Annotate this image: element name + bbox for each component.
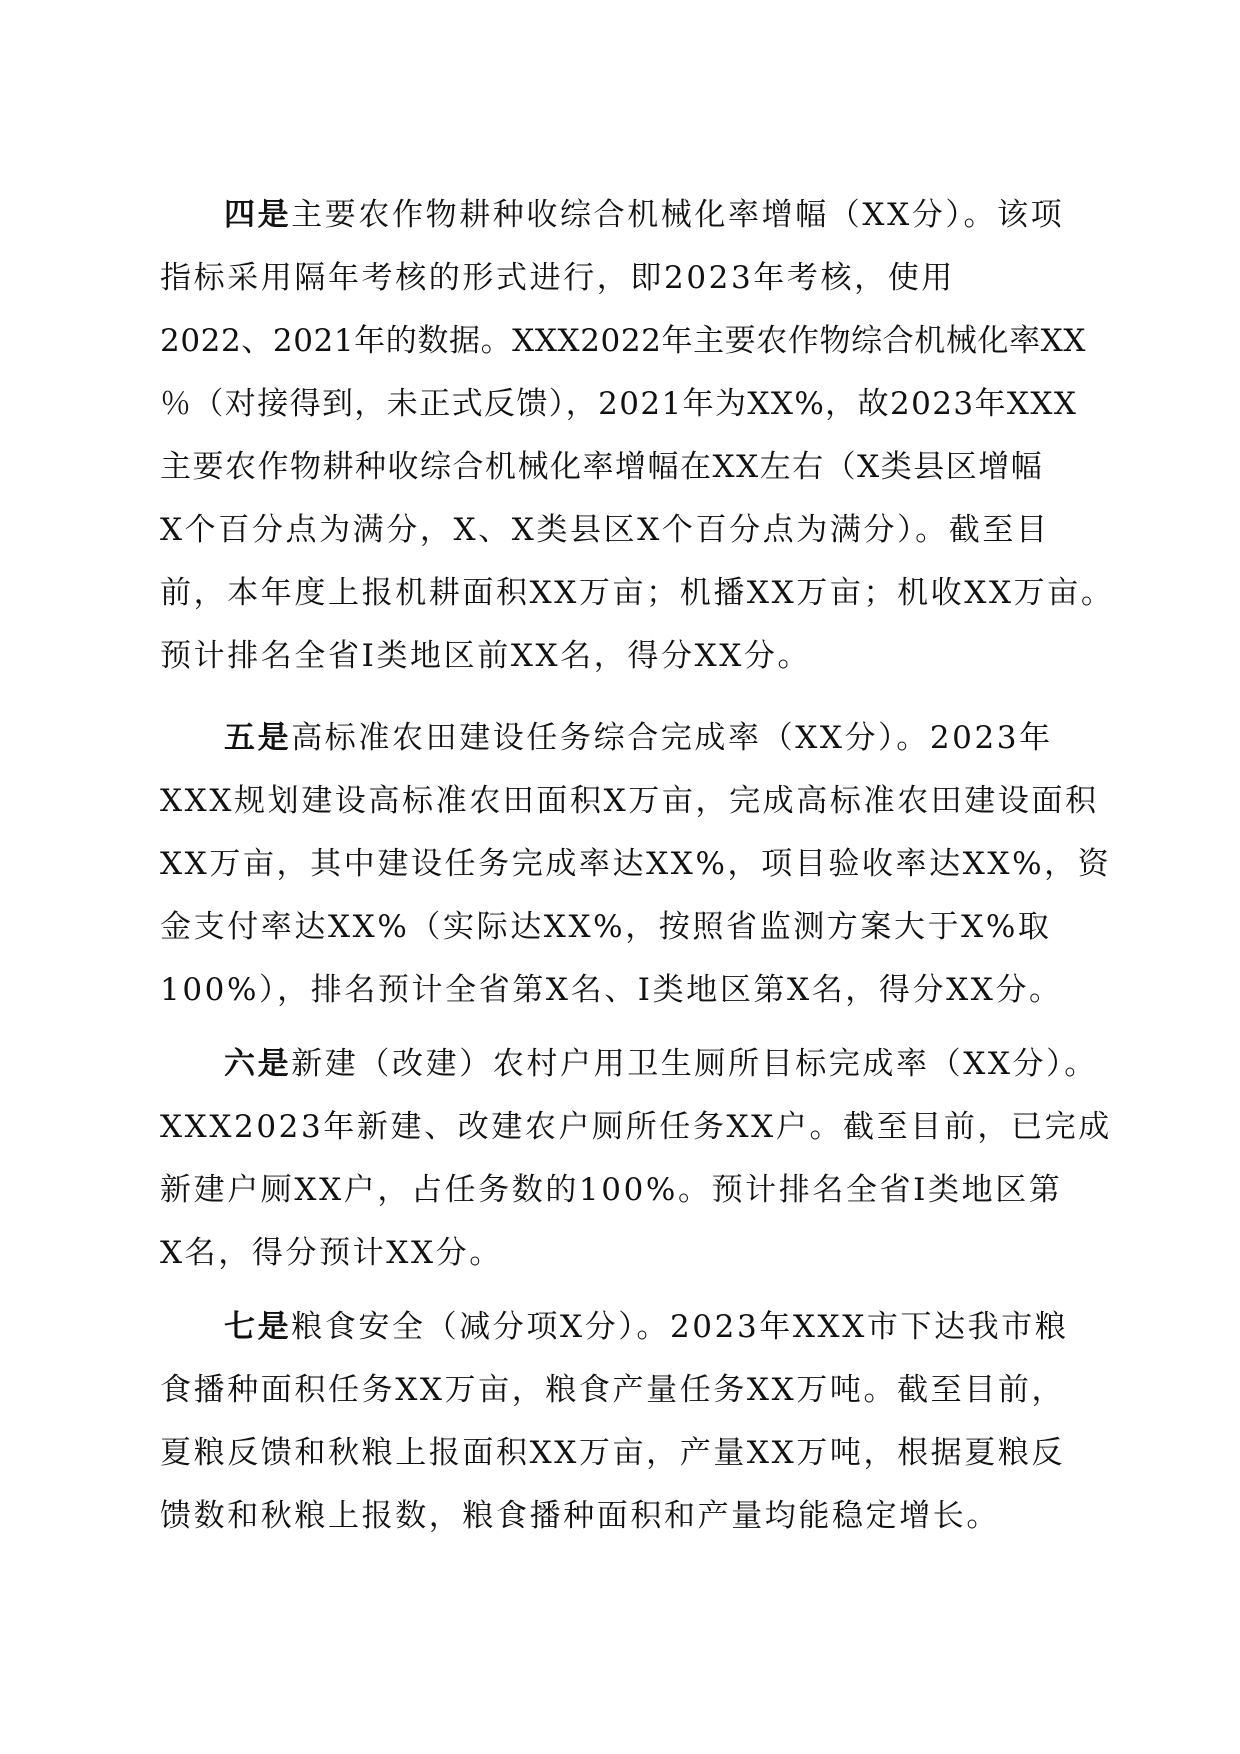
- paragraph-lead: 七是: [224, 1309, 292, 1345]
- paragraph-line: 夏粮反馈和秋粮上报面积XX万亩，产量XX万吨，根据夏粮反: [160, 1435, 1066, 1471]
- paragraph-lead: 四是: [224, 197, 292, 233]
- paragraph-line: XXX规划建设高标准农田面积X万亩，完成高标准农田建设面积: [160, 783, 1099, 819]
- paragraph-line: [224, 195, 1064, 235]
- paragraph-line: [224, 1044, 1098, 1084]
- paragraph-line: X名，得分预计XX分。: [160, 1235, 503, 1271]
- paragraph-lead: 六是: [224, 1046, 292, 1082]
- paragraph-line: 新建户厕XX户，占任务数的100%。预计排名全省Ⅰ类地区第: [160, 1172, 1063, 1208]
- paragraph-line: X个百分点为满分，X、X类县区X个百分点为满分）。截至目: [160, 512, 1050, 548]
- paragraph-text: 粮食安全（减分项X分）。2023年XXX市下达我市粮: [291, 1309, 1069, 1345]
- paragraph-line: 预计排名全省Ⅰ类地区前XX名，得分XX分。: [160, 638, 812, 674]
- paragraph-text: 新建（改建）农村户用卫生厕所目标完成率（XX分）。: [291, 1046, 1098, 1082]
- paragraph-text: 高标准农田建设任务综合完成率（XX分）。2023年: [291, 720, 1053, 756]
- paragraph-line: 食播种面积任务XX万亩，粮食产量任务XX万吨。截至目前，: [160, 1372, 1066, 1408]
- paragraph-line: [224, 1307, 1068, 1347]
- paragraph-line: 前，本年度上报机耕面积XX万亩；机播XX万亩；机收XX万亩。: [160, 575, 1115, 611]
- paragraph-line: XX万亩，其中建设任务完成率达XX%，项目验收率达XX%，资: [160, 846, 1112, 882]
- paragraph-line: 馈数和秋粮上报数，粮食播种面积和产量均能稳定增长。: [160, 1498, 1000, 1534]
- paragraph-line: [224, 718, 1053, 758]
- paragraph-line: XXX2023年新建、改建农户厕所任务XX户。截至目前，已完成: [160, 1109, 1112, 1145]
- paragraph-lead: 五是: [224, 720, 292, 756]
- paragraph-line: 2022、2021年的数据。XXX2022年主要农作物综合机械化率XX: [160, 323, 1087, 359]
- paragraph-line: 主要农作物耕种收综合机械化率增幅在XX左右（X类县区增幅: [160, 449, 1044, 485]
- paragraph-text: 主要农作物耕种收综合机械化率增幅（XX分）。该项: [291, 197, 1065, 233]
- paragraph-line: 100%），排名预计全省第X名、Ⅰ类地区第X名，得分XX分。: [160, 972, 1063, 1008]
- paragraph-line: 金支付率达XX%（实际达XX%，按照省监测方案大于X%取: [160, 909, 1052, 945]
- paragraph-line: 指标采用隔年考核的形式进行，即2023年考核，使用: [160, 260, 955, 296]
- paragraph-line: ％（对接得到，未正式反馈），2021年为XX%，故2023年XXX: [160, 386, 1078, 422]
